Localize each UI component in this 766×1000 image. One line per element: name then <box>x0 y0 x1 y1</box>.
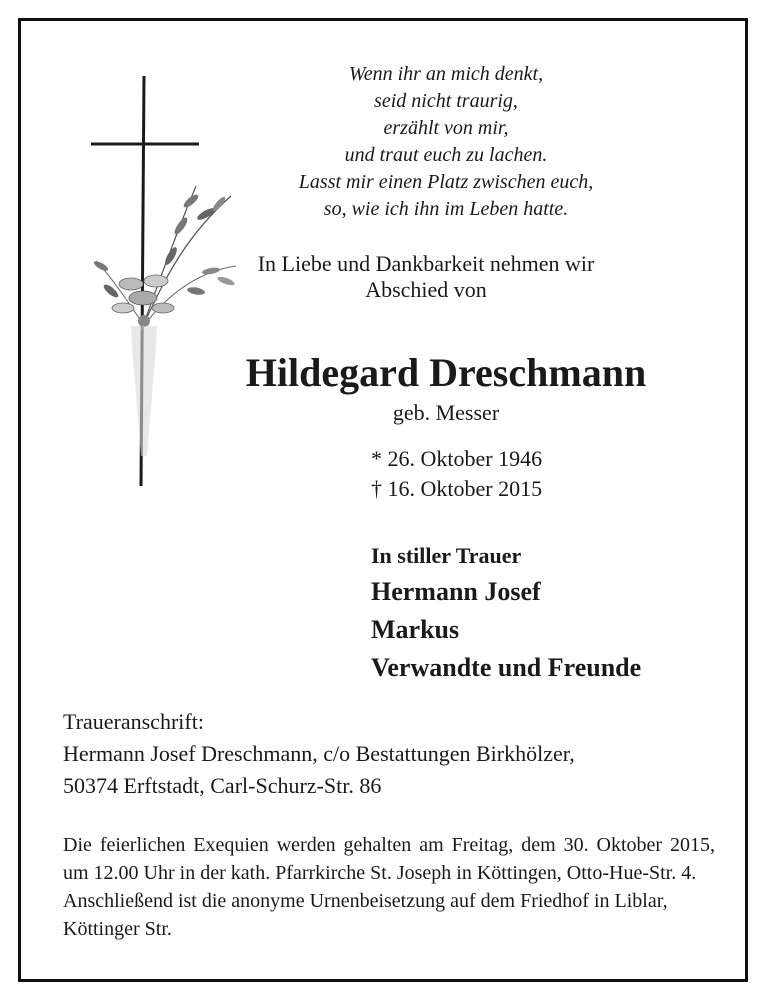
poem-line: und traut euch zu lachen. <box>344 144 548 166</box>
poem-line: Lasst mir einen Platz zwischen euch, <box>298 171 594 193</box>
mourner-name: Hermann Josef <box>371 577 541 606</box>
birth-date: * 26. Oktober 1946 <box>371 446 543 471</box>
poem-line: erzählt von mir, <box>383 117 509 139</box>
mourners-list <box>371 573 641 687</box>
intro-line: In Liebe und Dankbarkeit nehmen wir <box>257 251 595 276</box>
mourner-name: Verwandte und Freunde <box>371 653 642 682</box>
mourners-label: In stiller Trauer <box>371 543 522 568</box>
mourner-name: Markus <box>371 615 460 644</box>
poem-line: Wenn ihr an mich denkt, <box>348 63 544 85</box>
memorial-poem <box>271 61 621 223</box>
poem-line: so, wie ich ihn im Leben hatte. <box>323 198 569 220</box>
poem-line: seid nicht traurig, <box>374 90 518 112</box>
address-label: Traueranschrift: <box>63 709 204 734</box>
mourning-address <box>63 706 575 802</box>
death-date: † 16. Oktober 2015 <box>371 476 543 501</box>
life-dates <box>371 444 542 504</box>
maiden-name: geb. Messer <box>392 400 500 425</box>
deceased-name: Hildegard Dreschmann <box>245 350 647 395</box>
farewell-intro <box>201 251 651 303</box>
obituary-frame <box>18 18 748 982</box>
address-line: Hermann Josef Dreschmann, c/o Bestattungen Birkhölzer, <box>63 741 575 766</box>
service-paragraph: Die feierlichen Exequien werden gehalten am Freitag, dem 30. Oktober 2015, um 12.00 Uhr in der kath. Pfarrkirche St. Joseph in Köttingen, Otto-Hue-Str. 4. <box>63 834 715 884</box>
intro-line: Abschied von <box>365 277 487 302</box>
service-details <box>63 831 715 943</box>
service-paragraph: Anschließend ist die anonyme Urnenbeisetzung auf dem Friedhof in Liblar, Köttinger Str. <box>63 890 668 940</box>
address-line: 50374 Erftstadt, Carl-Schurz-Str. 86 <box>63 773 382 798</box>
